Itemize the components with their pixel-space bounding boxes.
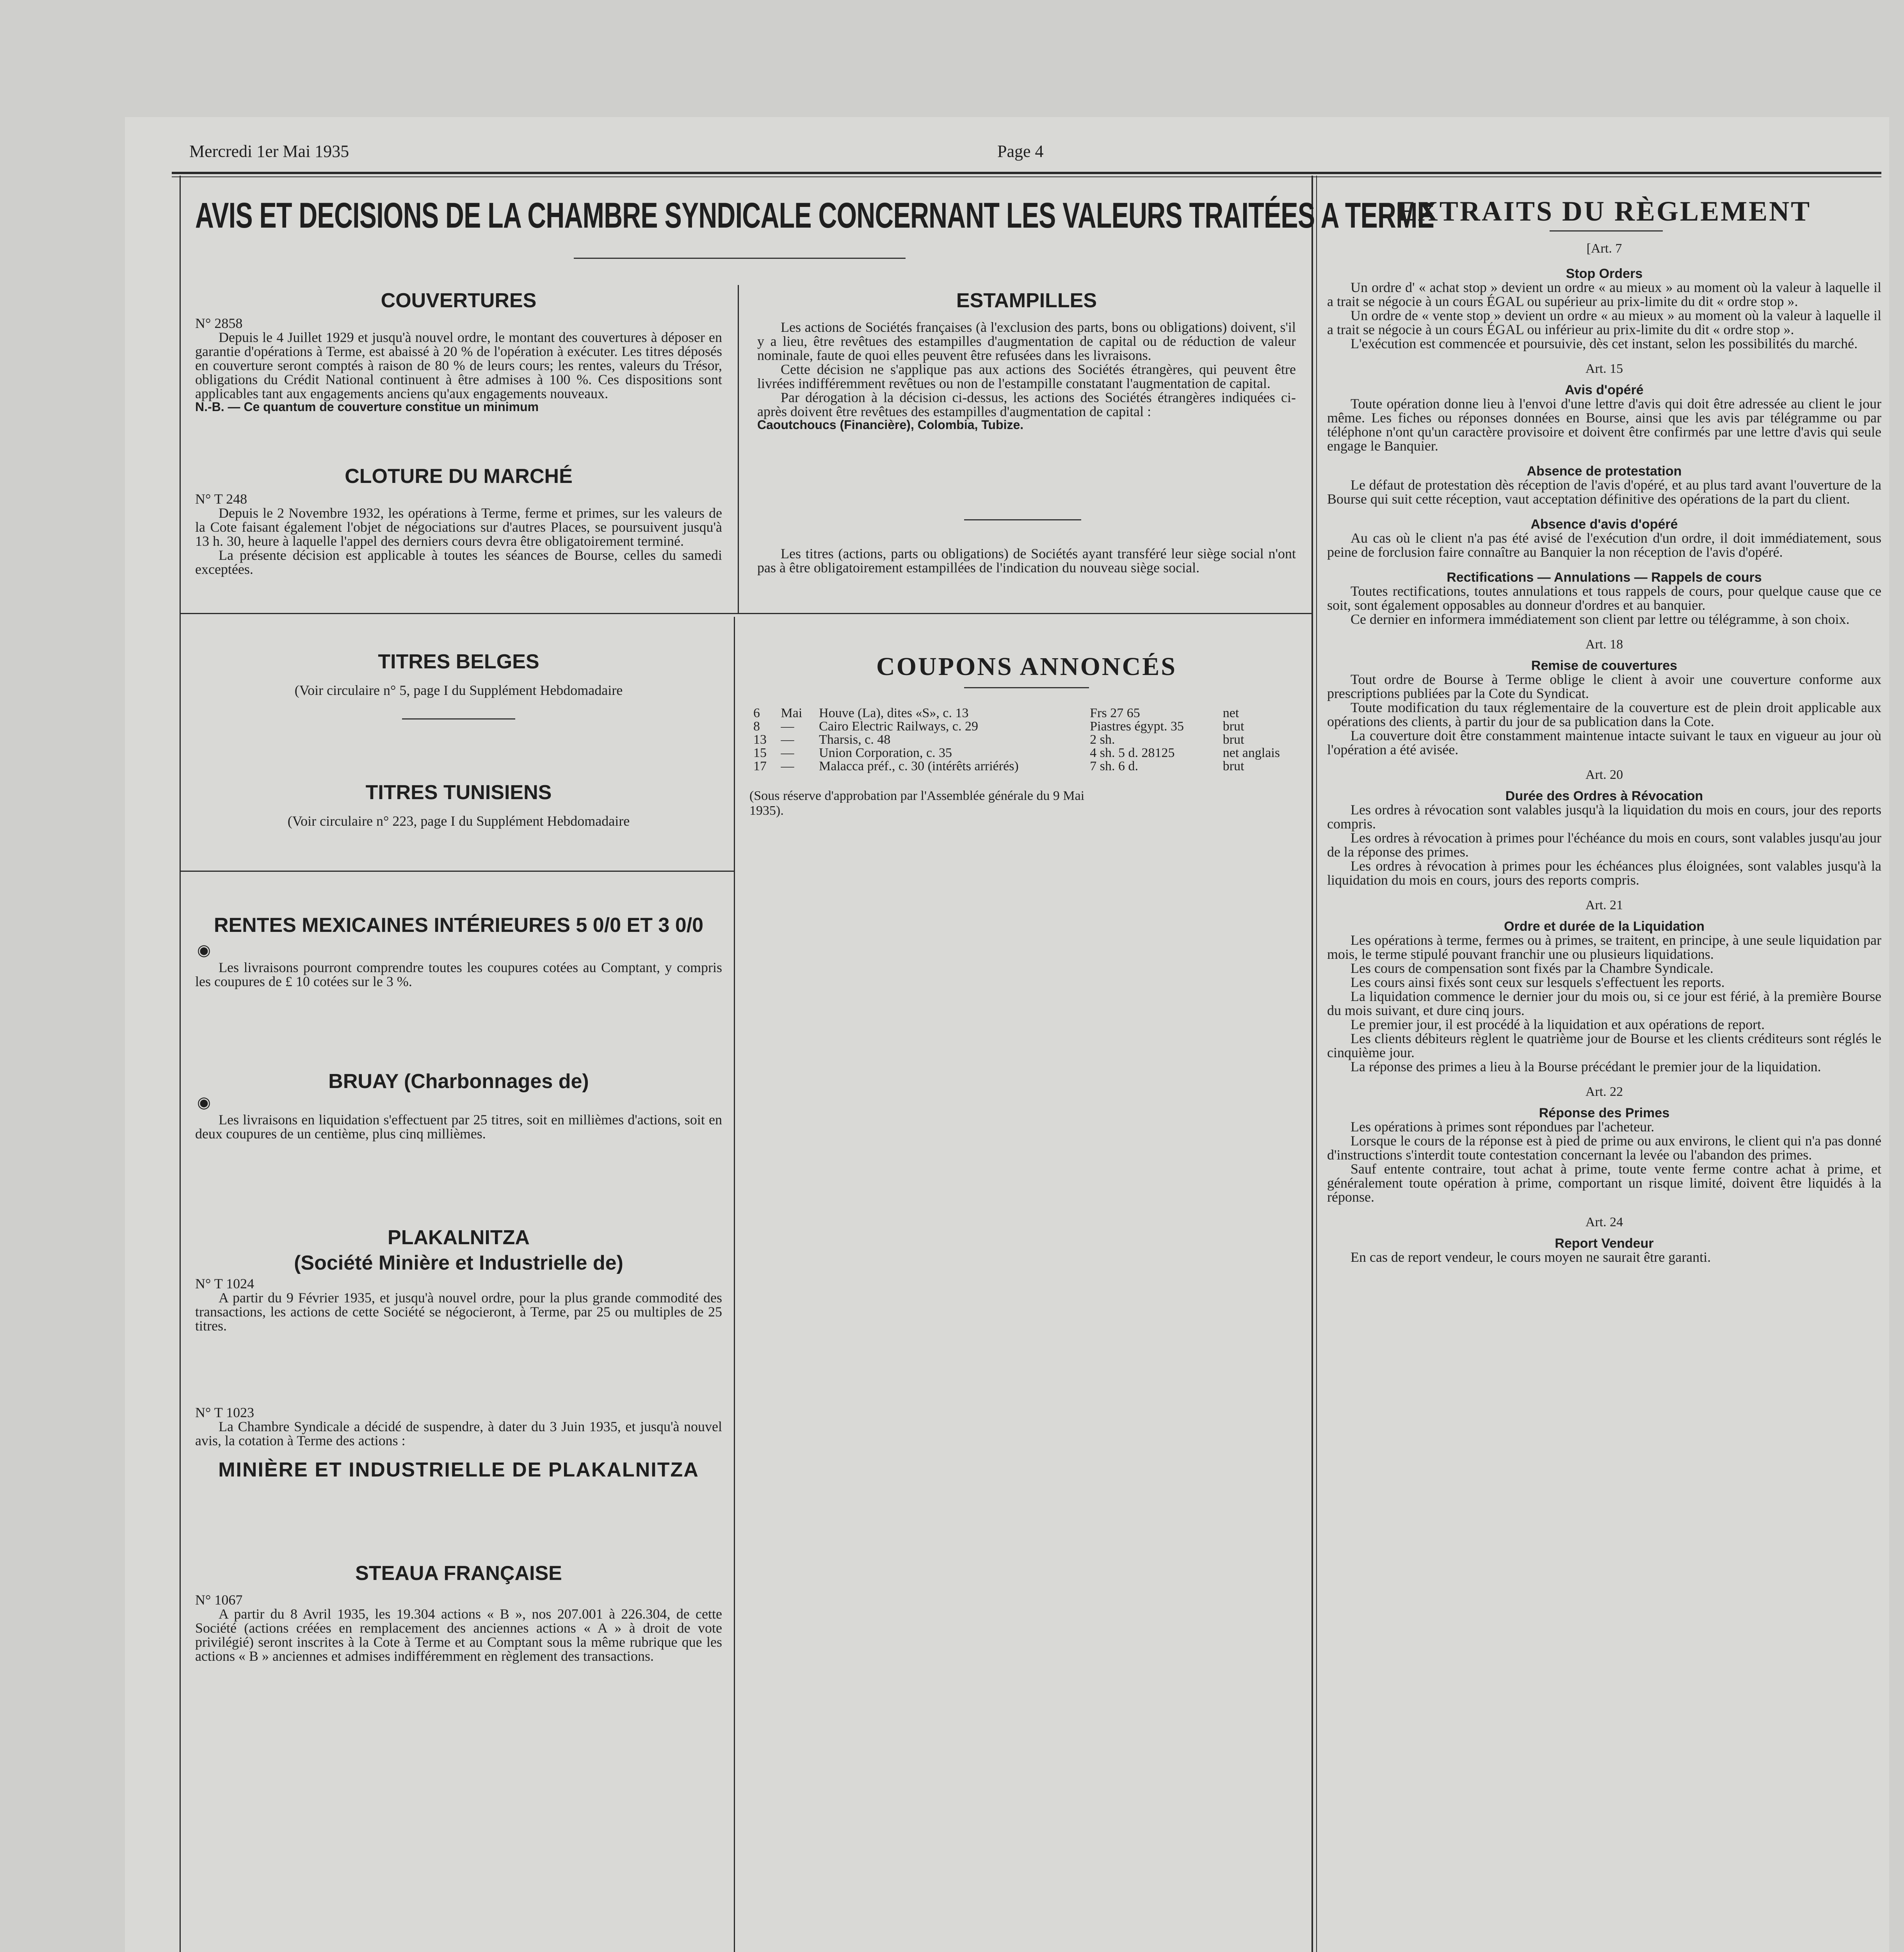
coupon-month: — bbox=[781, 732, 794, 747]
coupon-amount: 7 sh. 6 d. bbox=[1090, 759, 1138, 773]
bruay-text bbox=[195, 1113, 722, 1141]
left-rule bbox=[180, 176, 181, 1952]
plakalnitza-bold-line: MINIÈRE ET INDUSTRIELLE DE PLAKALNITZA bbox=[218, 1459, 699, 1481]
coupon-month: — bbox=[781, 746, 794, 760]
duree-text-2: Les ordres à révocation à primes pour l'échéance du mois en cours, sont valables jusqu'au jour de la réponse des primes. bbox=[1327, 830, 1881, 860]
rentes-para: Les livraisons pourront comprendre toutes les coupures cotées au Comptant, y compris les coupures de £ 10 cotées sur le 3 %. bbox=[195, 960, 722, 989]
rectifications-heading: Rectifications — Annulations — Rappels de cours bbox=[1447, 570, 1762, 585]
art20-label: Art. 20 bbox=[1585, 768, 1623, 782]
top-rule bbox=[172, 172, 1881, 174]
coupon-note: brut bbox=[1222, 732, 1244, 747]
rectifications-text-1: Toutes rectifications, toutes annulations et tous rappels de cours, pour quelque cause que ce soit, sont également opposables au donneur d'ordres et au banquier. bbox=[1327, 583, 1881, 613]
steaua-heading: STEAUA FRANÇAISE bbox=[355, 1562, 562, 1585]
reponse-text-3: Sauf entente contraire, tout achat à prime, toute vente ferme contre achat à prime, et généralement toute opération à prime, comportant un risque limité, doivent être liquidés à la réponse. bbox=[1327, 1161, 1881, 1205]
absence-protestation-heading: Absence de protestation bbox=[1527, 464, 1682, 479]
remise-heading: Remise de couvertures bbox=[1531, 658, 1678, 673]
coupon-month: — bbox=[781, 759, 794, 773]
coupon-note: brut bbox=[1222, 719, 1244, 734]
titres-tunisiens-note: (Voir circulaire n° 223, page I du Supplément Hebdomadaire bbox=[287, 813, 630, 829]
main-title: AVIS ET DECISIONS DE LA CHAMBRE SYNDICALE CONCERNANT LES VALEURS TRAITÉES A TERME bbox=[195, 196, 1434, 235]
ordre-text-7: La réponse des primes a lieu à la Bourse précédant le premier jour de la liquidation. bbox=[1351, 1059, 1821, 1074]
couvertures-heading: COUVERTURES bbox=[381, 289, 537, 312]
estampilles-text-1: Les actions de Sociétés françaises (à l'exclusion des parts, bons ou obligations) doivent, s'il y a lieu, être revêtues des estampilles d'augmentation de capital ou de réduction de valeur nominale, faute de quoi elles peuvent être refusées dans les livraisons. bbox=[757, 319, 1296, 363]
couvertures-ref: N° 2858 bbox=[195, 315, 243, 331]
art24-label: Art. 24 bbox=[1585, 1215, 1623, 1229]
coupon-amount: Piastres égypt. 35 bbox=[1090, 719, 1184, 734]
coupon-day: 8 bbox=[753, 719, 760, 734]
art22-label: Art. 22 bbox=[1585, 1085, 1623, 1099]
estampilles-section bbox=[757, 320, 1296, 431]
coupon-day: 17 bbox=[753, 759, 767, 773]
rentes-bullet-icon: ◉ bbox=[197, 941, 211, 959]
estampilles-heading: ESTAMPILLES bbox=[956, 289, 1097, 312]
couvertures-text: Depuis le 4 Juillet 1929 et jusqu'à nouvel ordre, le montant des couvertures à déposer en garantie d'opérations à Terme, est abaissé à 20 % de l'opération à exécuter. Les titres déposés en couverture seront comptés à raison de 80 % de leurs cours; les rentes, valeurs du Trésor, obligations du Crédit National continuent à être admises à 100 %. Ces dispositions sont applicables tant aux engagements anciens qu'aux engagements nouveaux. bbox=[195, 329, 722, 401]
coupon-note: net bbox=[1222, 706, 1239, 720]
remise-text-1: Tout ordre de Bourse à Terme oblige le client à avoir une couverture conforme aux prescriptions publiées par la Cote du Syndicat. bbox=[1327, 671, 1881, 701]
titres-belges-note: (Voir circulaire n° 5, page I du Supplément Hebdomadaire bbox=[294, 682, 623, 698]
cloture-text-1: Depuis le 2 Novembre 1932, les opérations à Terme, ferme et primes, sur les valeurs de la Cote faisant également l'objet de négociations sur d'autres Places, se poursuivent jusqu'à 13 h. 30, heure à laquelle l'appel des derniers cours devra être obligatoirement terminé. bbox=[195, 505, 722, 549]
coupon-name: Houve (La), dites «S», c. 13 bbox=[819, 706, 969, 720]
stop-text-2: Un ordre de « vente stop » devient un ordre « au mieux » au moment où la valeur à laquelle il a trait se négocie à un cours ÉGAL ou inférieur au prix-limite du dit « ordre stop ». bbox=[1327, 308, 1881, 337]
coupon-day: 6 bbox=[753, 706, 760, 720]
coupon-month: Mai bbox=[781, 706, 803, 720]
avis-opere-text: Toute opération donne lieu à l'envoi d'une lettre d'avis qui doit être adressée au client le jour même. Les fiches ou réponses données en Bourse, ainsi que les avis par télégramme ou par téléphone n'ont qu'un caractère provisoire et doivent être confirmés par une lettre d'avis qui seule engage le Banquier. bbox=[1327, 396, 1881, 454]
cloture-section bbox=[195, 492, 722, 576]
duree-text-1: Les ordres à révocation sont valables jusqu'à la liquidation du mois en cours, jour des reports compris. bbox=[1327, 802, 1881, 832]
avis-opere-heading: Avis d'opéré bbox=[1565, 383, 1644, 397]
absence-avis-text: Au cas où le client n'a pas été avisé de l'exécution d'un ordre, il doit immédiatement, sous peine de forclusion faire connaître au Banquier la non réception de l'avis d'opéré. bbox=[1327, 530, 1881, 560]
coupon-name: Union Corporation, c. 35 bbox=[819, 746, 952, 760]
coupon-row bbox=[749, 707, 1304, 720]
ordre-text-1: Les opérations à terme, fermes ou à primes, se traitent, en principe, à une seule liquidation par mois, le terme stipulé pouvant franchir une ou plusieurs liquidations. bbox=[1327, 932, 1881, 962]
plakalnitza-ref-2: N° T 1023 bbox=[195, 1405, 254, 1420]
plakalnitza-text-1: A partir du 9 Février 1935, et jusqu'à nouvel ordre, pour la plus grande commodité des transactions, les actions de cette Société se négocieront, à Terme, par 25 ou multiples de 25 titres. bbox=[195, 1290, 722, 1334]
coupon-name: Tharsis, c. 48 bbox=[819, 732, 891, 747]
bruay-heading: BRUAY (Charbonnages de) bbox=[328, 1070, 589, 1093]
coupon-month: — bbox=[781, 719, 794, 734]
art15-label: Art. 15 bbox=[1585, 362, 1623, 376]
duree-heading: Durée des Ordres à Révocation bbox=[1505, 789, 1703, 803]
duree-text-3: Les ordres à révocation à primes pour les échéances plus éloignées, sont valables jusqu'à la liquidation du mois en cours, jours des reports compris. bbox=[1327, 858, 1881, 888]
reponse-text-1: Les opérations à primes sont répondues par l'acheteur. bbox=[1351, 1119, 1655, 1135]
art18-label: Art. 18 bbox=[1585, 637, 1623, 652]
bruay-bullet-icon: ◉ bbox=[197, 1094, 211, 1111]
top-rule-thin bbox=[172, 176, 1881, 177]
rentes-heading: RENTES MEXICAINES INTÉRIEURES 5 0/0 ET 3 0/0 bbox=[214, 914, 704, 937]
absence-avis-heading: Absence d'avis d'opéré bbox=[1530, 517, 1678, 532]
couvertures-section bbox=[195, 316, 722, 413]
rentes-text bbox=[195, 960, 722, 988]
cloture-heading: CLOTURE DU MARCHÉ bbox=[345, 465, 573, 488]
title-underline bbox=[574, 258, 906, 259]
section-rule bbox=[180, 613, 1311, 614]
steaua-section bbox=[195, 1593, 722, 1663]
reglement-heading: EXTRAITS DU RÈGLEMENT bbox=[1397, 196, 1811, 227]
titres-tunisiens-heading: TITRES TUNISIENS bbox=[365, 781, 552, 804]
rectifications-text-2: Ce dernier en informera immédiatement son client par lettre ou télégramme, à son choix. bbox=[1351, 611, 1850, 627]
coupons-heading: COUPONS ANNONCÉS bbox=[876, 652, 1177, 681]
titres-belges-heading: TITRES BELGES bbox=[378, 650, 539, 673]
ordre-text-6: Les clients débiteurs règlent le quatrième jour de Bourse et les clients créditeurs sont réglés le cinquième jour. bbox=[1327, 1031, 1881, 1060]
absence-protestation-text: Le défaut de protestation dès réception de l'avis d'opéré, et au plus tard avant l'ouverture de la Bourse qui suit cette réception, vaut acceptation définitive des opérations de la part du client. bbox=[1327, 477, 1881, 507]
coupon-name: Cairo Electric Railways, c. 29 bbox=[819, 719, 979, 734]
ordre-text-2: Les cours de compensation sont fixés par la Chambre Syndicale. bbox=[1351, 960, 1714, 976]
coupons-underline bbox=[964, 687, 1089, 688]
plakalnitza-heading: PLAKALNITZA bbox=[388, 1226, 530, 1249]
report-text: En cas de report vendeur, le cours moyen ne saurait être garanti. bbox=[1351, 1249, 1711, 1265]
newspaper-page bbox=[125, 117, 1889, 1952]
bruay-para: Les livraisons en liquidation s'effectuent par 25 titres, soit en millièmes d'actions, soit en deux coupures de un centième, plus cinq millièmes. bbox=[195, 1112, 722, 1142]
column-divider-mid bbox=[734, 617, 735, 1952]
column-divider-right bbox=[1311, 176, 1313, 1952]
coupon-amount: 4 sh. 5 d. 28125 bbox=[1090, 746, 1175, 760]
couvertures-nb: N.-B. — Ce quantum de couverture constitue un minimum bbox=[195, 400, 539, 414]
tunisiens-rule bbox=[180, 871, 734, 872]
steaua-text: A partir du 8 Avril 1935, les 19.304 actions « B », nos 207.001 à 226.304, de cette Société (actions créées en remplacement des anciennes actions « A » à droit de vote privilégié) seront inscrites à la Cote à Terme et au Comptant sous la même rubrique que les actions « B » anciennes et admises indifféremment en règlement des transactions. bbox=[195, 1606, 722, 1664]
ordre-text-3: Les cours ainsi fixés sont ceux sur lesquels s'effectuent les reports. bbox=[1351, 974, 1725, 990]
column-divider-right-thin bbox=[1316, 176, 1317, 1952]
reponse-heading: Réponse des Primes bbox=[1539, 1106, 1670, 1120]
ordre-text-4: La liquidation commence le dernier jour du mois ou, si ce jour est férié, à la première Bourse du mois suivant, et dure cinq jours. bbox=[1327, 988, 1881, 1018]
coupon-day: 15 bbox=[753, 746, 767, 760]
coupon-row bbox=[749, 760, 1304, 773]
coupon-note: brut bbox=[1222, 759, 1244, 773]
plakalnitza-text-2: La Chambre Syndicale a décidé de suspendre, à dater du 3 Juin 1935, et jusqu'à nouvel avis, la cotation à Terme des actions : bbox=[195, 1419, 722, 1448]
coupons-footnote: (Sous réserve d'approbation par l'Assemblée générale du 9 Mai 1935). bbox=[749, 789, 1085, 818]
coupon-row bbox=[749, 720, 1304, 733]
page-date: Mercredi 1er Mai 1935 bbox=[189, 142, 349, 161]
cloture-ref: N° T 248 bbox=[195, 491, 247, 507]
coupon-row bbox=[749, 733, 1304, 746]
plakalnitza-subheading: (Société Minière et Industrielle de) bbox=[294, 1252, 623, 1274]
coupon-day: 13 bbox=[753, 732, 767, 747]
plakalnitza-ref-1: N° T 1024 bbox=[195, 1276, 254, 1291]
steaua-ref: N° 1067 bbox=[195, 1592, 243, 1608]
remise-text-2: Toute modification du taux réglementaire de la couverture est de plein droit applicable aux opérations des clients, à partir du jour de sa publication dans la Cote. bbox=[1327, 700, 1881, 729]
coupon-note: net anglais bbox=[1222, 746, 1280, 760]
reglement-underline bbox=[1550, 230, 1663, 232]
estampilles-text-2: Cette décision ne s'applique pas aux actions des Sociétés étrangères, qui peuvent être livrées indifféremment revêtues ou non de l'estampille constatant l'augmentation de capital. bbox=[757, 362, 1296, 391]
belges-divider bbox=[402, 718, 515, 720]
report-heading: Report Vendeur bbox=[1555, 1236, 1654, 1251]
coupon-amount: Frs 27 65 bbox=[1090, 706, 1140, 720]
coupons-table bbox=[749, 707, 1304, 773]
stop-text-1: Un ordre d' « achat stop » devient un ordre « au mieux » au moment où la valeur à laquelle il a trait se négocie à un cours ÉGAL ou supérieur au prix-limite du dit « ordre stop ». bbox=[1327, 280, 1881, 309]
cloture-text-2: La présente décision est applicable à toutes les séances de Bourse, celles du samedi exceptées. bbox=[195, 547, 722, 577]
reponse-text-2: Lorsque le cours de la réponse est à pied de prime ou aux environs, le client qui n'a pas donné d'instructions s'interdit toute contestation concernant la levée ou l'abandon des primes. bbox=[1327, 1133, 1881, 1163]
plakalnitza-section-2 bbox=[195, 1405, 722, 1448]
estampilles-text-3: Par dérogation à la décision ci-dessus, les actions des Sociétés étrangères indiquées ci-après doivent être revêtues des estampilles d'augmentation de capital : bbox=[757, 390, 1296, 419]
stop-orders-heading: Stop Orders bbox=[1566, 266, 1643, 281]
art21-label: Art. 21 bbox=[1585, 898, 1623, 912]
coupon-row bbox=[749, 746, 1304, 760]
ordre-heading: Ordre et durée de la Liquidation bbox=[1504, 919, 1705, 934]
column-divider-top bbox=[738, 285, 739, 613]
reglement-body bbox=[1327, 242, 1881, 1264]
ordre-text-5: Le premier jour, il est procédé à la liquidation et aux opérations de report. bbox=[1351, 1017, 1765, 1032]
stop-text-3: L'exécution est commencée et poursuivie, dès cet instant, selon les possibilités du marché. bbox=[1351, 336, 1858, 351]
plakalnitza-section bbox=[195, 1277, 722, 1333]
remise-text-3: La couverture doit être constamment maintenue intacte suivant le taux en vigueur au jour où l'opération a été avisée. bbox=[1327, 728, 1881, 757]
coupon-amount: 2 sh. bbox=[1090, 732, 1115, 747]
estampilles-text-4: Les titres (actions, parts ou obligations) de Sociétés ayant transféré leur siège social n'ont pas à être obligatoirement estampillées de l'indication du nouveau siège social. bbox=[757, 546, 1296, 575]
art7-label: [Art. 7 bbox=[1586, 241, 1622, 256]
estampilles-list: Caoutchoucs (Financière), Colombia, Tubize. bbox=[757, 418, 1024, 432]
estampilles-divider bbox=[964, 519, 1081, 520]
coupon-name: Malacca préf., c. 30 (intérêts arriérés) bbox=[819, 759, 1019, 773]
estampilles-transfer bbox=[757, 547, 1296, 575]
page-number: Page 4 bbox=[997, 142, 1044, 161]
